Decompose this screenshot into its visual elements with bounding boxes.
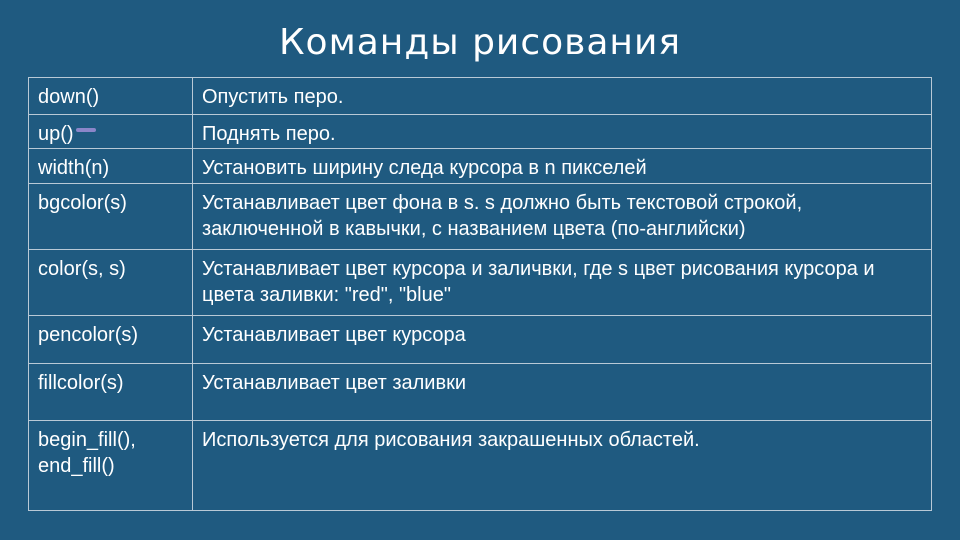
command-cell: pencolor(s): [29, 316, 193, 364]
description-cell: Поднять перо.: [193, 115, 932, 149]
table-row: [29, 149, 932, 184]
description-cell: Опустить перо.: [193, 78, 932, 115]
command-cell: bgcolor(s): [29, 184, 193, 250]
command-cell: up(): [29, 115, 193, 149]
command-cell: color(s, s): [29, 250, 193, 316]
description-cell: Устанавливает цвет фона в s. s должно быть текстовой строкой, заключенной в кавычки, с названием цвета (по-английски): [193, 184, 932, 250]
command-cell: begin_fill(), end_fill(): [29, 421, 193, 511]
commands-table: [28, 77, 932, 511]
description-cell: Используется для рисования закрашенных областей.: [193, 421, 932, 511]
table-row: [29, 115, 932, 149]
description-cell: Установить ширину следа курсора в n пикселей: [193, 149, 932, 184]
command-cell: fillcolor(s): [29, 364, 193, 421]
table-row: [29, 364, 932, 421]
command-cell: down(): [29, 78, 193, 115]
table-row: [29, 421, 932, 511]
description-cell: Устанавливает цвет заливки: [193, 364, 932, 421]
pen-stroke-mark: [76, 128, 96, 132]
description-cell: Устанавливает цвет курсора и заличвки, где s цвет рисования курсора и цвета заливки: "red", "blue": [193, 250, 932, 316]
table-row: [29, 316, 932, 364]
table-row: [29, 78, 932, 115]
slide-title: Команды рисования: [278, 22, 682, 63]
command-cell: width(n): [29, 149, 193, 184]
description-cell: Устанавливает цвет курсора: [193, 316, 932, 364]
table-row: [29, 250, 932, 316]
table-row: [29, 184, 932, 250]
